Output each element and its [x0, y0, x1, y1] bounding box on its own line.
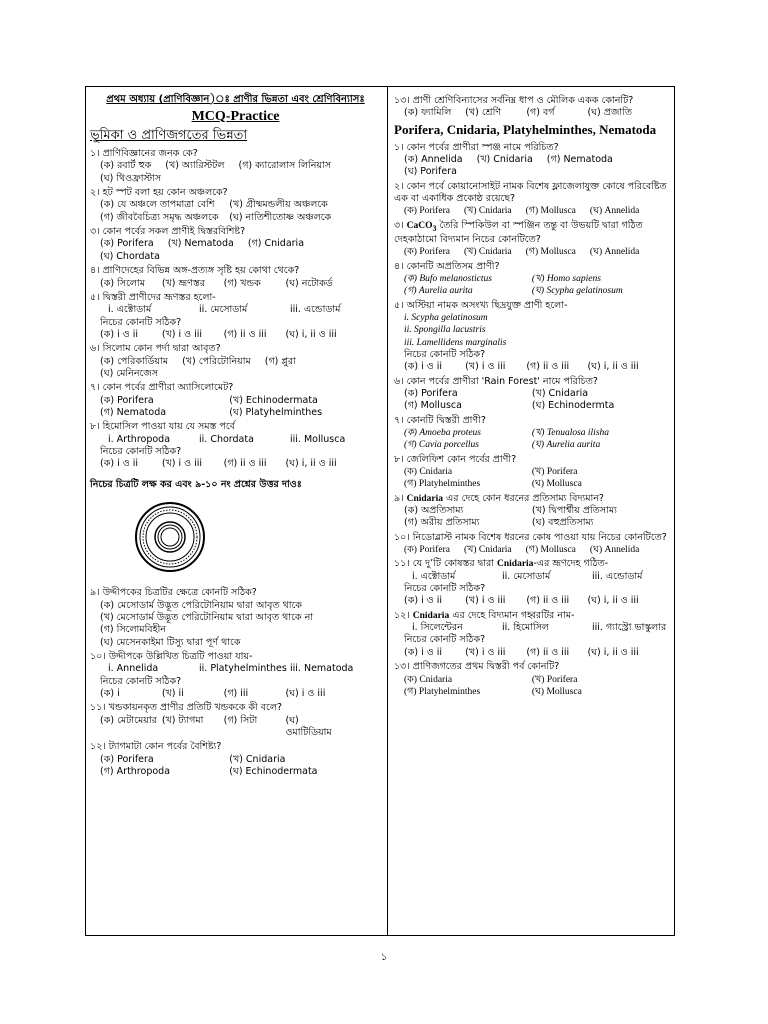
question-r3 [394, 220, 682, 247]
option: (ঘ) Echinodermta [531, 400, 615, 412]
option: (ঘ) Platyhelminthes [229, 406, 323, 418]
statement: ii. মেসোডার্ম [199, 304, 248, 316]
option: (ঘ) i, ii ও iii [587, 595, 639, 607]
options-r7 [394, 427, 682, 452]
option: (ক) Porifera [404, 545, 450, 556]
question-text: -এর ভ্রূণদেহ গঠিত- [533, 558, 609, 570]
statements-5 [90, 304, 381, 316]
option: (খ) গ্রীষ্মমন্ডলীয় অঞ্চলকে [229, 199, 328, 211]
question-12: ১২। ট্যাগমাটা কোন পর্বের বৈশিষ্ট্য? [90, 741, 222, 753]
option: (গ) বর্গ [526, 107, 555, 119]
options-11 [90, 715, 381, 740]
statement: ii. Chordata [199, 433, 254, 445]
options-r12 [394, 647, 682, 659]
option: (ক) ফ্যামিলি [404, 107, 452, 119]
option: (ঘ) থিওফ্রাস্টাস [100, 172, 162, 184]
option: (ঘ) Aurelia aurita [531, 440, 601, 451]
option: (খ) i ও iii [465, 595, 506, 607]
option: (ঘ) Echinodermata [229, 766, 318, 778]
question-13-classification: ১৩। প্রাণী শ্রেণিবিন্যাসের সর্বনিম্ন ধাপ ও মৌলিক একক কোনটি? [394, 95, 634, 106]
option: (ক) Porifera [404, 387, 458, 399]
option: (ক) পেরিকার্ডিয়াম [100, 355, 169, 367]
option: (ক) i [100, 688, 120, 700]
taxon-name: Cnidaria [412, 610, 450, 621]
formula-text: CaCO [406, 220, 433, 231]
correct-prompt: নিচের কোনটি সঠিক? [100, 675, 182, 687]
option: (ঘ) i, ii ও iii [587, 646, 639, 658]
option: (গ) Arthropoda [100, 766, 171, 778]
option: (ক) Porifera [404, 247, 450, 258]
taxon-name: Cnidaria [406, 493, 444, 504]
statement: iii. গ্যাস্ট্রো ভাস্কুলার [592, 622, 667, 634]
option: (ক) Amoeba proteus [404, 427, 482, 438]
question-r10: ১০। নিডোব্লাস্ট নামক বিশেষ ধরনের কোষ পাওয়া যায় নিচের কোনটিতে? [394, 531, 667, 543]
statement: i. এক্টোডার্ম [412, 570, 456, 582]
option: (খ) Cnidaria [463, 247, 512, 258]
correct-prompt: নিচের কোনটি সঠিক? [404, 348, 486, 360]
option: (ঘ) Porifera [404, 166, 457, 178]
option: (ক) মেসোডার্ম উদ্ভূত পেরিটোনিয়াম দ্বারা আবৃত থাকে [100, 599, 302, 611]
formula-subscript: 3 [432, 223, 437, 233]
option: (ঘ) ওমাটিডিয়াম [285, 714, 332, 739]
question-r9 [394, 493, 682, 505]
correct-prompt: নিচের কোনটি সঠিক? [404, 634, 486, 646]
statement: iii. এন্ডোডার্ম [290, 304, 341, 316]
question-text: এর দেহে কোন ধরনের প্রতিসাম্য বিদ্যমান? [443, 492, 604, 504]
option: (ক) Porifera [100, 238, 154, 250]
option: (গ) Platyhelminthes [404, 479, 481, 490]
option: (খ) i ও iii [465, 361, 506, 373]
option: (গ) Nematoda [100, 406, 167, 418]
option: (গ) সিলোমবিহীন [100, 624, 166, 636]
options-1 [90, 160, 381, 185]
option: (খ) ii [161, 688, 184, 700]
question-r11 [394, 558, 682, 570]
option: (খ) Cnidaria [229, 753, 286, 765]
statements-r12 [394, 622, 682, 634]
question-8: ৮। হিমোসিল পাওয়া যায় যে সমস্ত পর্বে [90, 421, 235, 433]
statement: ii. হিমোসিল [502, 622, 549, 634]
option: (খ) Homo sapiens [531, 273, 601, 284]
option: (গ) খন্ডক [223, 277, 261, 289]
question-r6: ৬। কোন পর্বের প্রাণীরা 'Rain Forest' নামে পরিচিত? [394, 375, 598, 387]
question-6: ৬। সিলোম কোন পর্দা দ্বারা আবৃত? [90, 343, 221, 355]
options-r3 [394, 246, 682, 258]
options-r13 [394, 674, 682, 699]
option: (ক) Annelida [404, 153, 463, 165]
option: (ক) মেটামেয়ার [100, 714, 157, 726]
question-r13: ১৩। প্রাণিজগতের প্রথম দ্বিস্তরী পর্ব কোনটি? [394, 661, 560, 673]
statements-r11 [394, 571, 682, 583]
option: (খ) Cnidaria [463, 545, 512, 556]
option: (গ) Mollusca [525, 545, 576, 556]
question-9: ৯। উদ্দীপকের চিত্রটির ক্ষেত্রে কোনটি সঠিক? [90, 587, 257, 599]
option: (ক) i ও ii [100, 458, 139, 470]
options-r9 [394, 505, 682, 530]
option: (খ) Cnidaria [463, 206, 512, 217]
option: (খ) মেসোডার্ম উদ্ভূত পেরিটোনিয়াম দ্বারা আবৃত থাকে না [100, 612, 313, 624]
option: (খ) Tenualosa ilisha [531, 427, 610, 438]
statement: i. Annelida [108, 663, 159, 675]
option: (গ) ii ও iii [526, 595, 570, 607]
option: (ক) Porifera [404, 206, 450, 217]
option: (ক) i ও ii [404, 646, 443, 658]
option: (ঘ) Chordata [100, 250, 160, 262]
option: (ঘ) Annelida [589, 247, 640, 258]
statements-8 [90, 434, 381, 446]
question-text: ১১। যে দু’টি কোষস্তর দ্বারা [394, 558, 497, 570]
question-4: ৪। প্রাণিদেহের বিভিন্ন অঙ্গ-প্রত্যঙ্গ সৃষ্টি হয় কোথা থেকে? [90, 265, 300, 277]
options-r4 [394, 273, 682, 298]
option: (খ) Porifera [531, 467, 578, 478]
question-1: ১। প্রাণিবিজ্ঞানের জনক কে? [90, 148, 198, 160]
options-2 [90, 199, 381, 224]
question-r5: ৫। অস্টিয়া নামক অসংখ্য ছিদ্রযুক্ত প্রাণী হলো- [394, 299, 568, 311]
options-r5 [394, 361, 682, 373]
statement: i. Arthropoda [108, 433, 171, 445]
options-r10 [394, 544, 682, 556]
chapter-header: প্রথম অধ্যায় (প্রাণিবিজ্ঞান)ঃ প্রাণীর ভিন্নতা এবং শ্রেণিবিন্যাসঃ [106, 94, 365, 105]
statement: ii. মেসোডার্ম [502, 570, 551, 582]
option: (ঘ) i, ii ও iii [587, 361, 639, 373]
option: (ক) Porifera [100, 394, 154, 406]
option: (খ) ট্যাগমা [161, 714, 204, 726]
statement: i. Scypha gelatinosum [404, 312, 488, 323]
statement: ii. Spongilla lacustris [404, 325, 486, 336]
statement: iii. Lamellidens marginalis [404, 337, 507, 348]
statement: i. সিলেন্টেরন [412, 622, 463, 634]
option: (খ) Cnidaria [531, 387, 589, 399]
question-r1: ১। কোন পর্বের প্রাণীরা স্পঞ্জ নামে পরিচিত? [394, 141, 559, 153]
option: (ক) সিলোম [100, 277, 145, 289]
option: (ঘ) Scypha gelatinosum [531, 286, 623, 297]
option: (গ) ii ও iii [526, 361, 570, 373]
correct-prompt: নিচের কোনটি সঠিক? [100, 445, 182, 457]
options-10 [90, 688, 381, 700]
section-title-phyla: Porifera, Cnidaria, Platyhelminthes, Nematoda [394, 121, 657, 137]
option: (খ) Echinodermata [229, 394, 318, 406]
option: (ক) Cnidaria [404, 467, 453, 478]
question-3: ৩। কোন পর্বের সকল প্রাণীই দ্বিস্তরবিশিষ্ট? [90, 226, 246, 238]
option: (খ) Cnidaria [476, 153, 533, 165]
option: (ক) Bufo melanostictus [404, 273, 492, 284]
option: (গ) ii ও iii [526, 646, 570, 658]
question-r8: ৮। জেলিফিশ কোন পর্বের প্রাণী? [394, 453, 517, 465]
question-11: ১১। খন্ডকায়নকৃত প্রাণীর প্রতিটি খন্ডককে কী বলে? [90, 702, 282, 714]
option: (খ) Nematoda [167, 238, 234, 250]
option: (গ) Mollusca [525, 206, 576, 217]
mcq-title: MCQ-Practice [191, 109, 280, 124]
option: (গ) iii [223, 688, 249, 700]
question-text: এর দেহে বিদ্যমান গহ্বরটির নাম- [449, 609, 575, 621]
option: (ক) যে অঞ্চলে তাপমাত্রা বেশি [100, 199, 215, 211]
question-sheet [85, 86, 675, 936]
options-r6 [394, 388, 682, 413]
correct-prompt: নিচের কোনটি সঠিক? [100, 316, 182, 328]
option: (ঘ) বহুপ্রতিসাম্য [531, 517, 594, 529]
option: (ঘ) নটোকর্ড [285, 277, 333, 289]
option: (ক) i ও ii [100, 328, 139, 340]
question-r4: ৪। কোনটি অপ্রতিসম প্রাণী? [394, 260, 500, 272]
correct-prompt: নিচের কোনটি সঠিক? [404, 583, 486, 595]
option: (গ) Mollusca [525, 247, 576, 258]
option: (ঘ) নাতিশীতোষ্ণ অঞ্চলকে [229, 211, 332, 223]
option: (ক) অপ্রতিসাম্য [404, 505, 464, 517]
option: (খ) দ্বিপার্শ্বীয় প্রতিসাম্য [531, 505, 617, 517]
figure-prompt: নিচের চিত্রটি লক্ষ কর এবং ৯-১০ নং প্রশ্নের উত্তর দাওঃ [90, 478, 302, 490]
option: (গ) অরীয় প্রতিসাম্য [404, 517, 480, 529]
statement: iii. Nematoda [290, 663, 354, 675]
question-r12 [394, 610, 682, 622]
option: (গ) Cnidaria [247, 238, 305, 250]
option: (ঘ) প্রজাতি [587, 107, 632, 119]
question-number: ৯। [394, 492, 407, 504]
option: (ঘ) Mollusca [531, 686, 582, 697]
options-r1 [394, 154, 682, 179]
question-number: ১২। [394, 609, 413, 621]
option: (খ) পেরিটোনিয়াম [182, 355, 251, 367]
options-8 [90, 458, 381, 470]
option: (গ) ii ও iii [223, 458, 267, 470]
option: (ক) Cnidaria [404, 674, 453, 685]
question-number: ৩। [394, 219, 407, 231]
statement: iii. এন্ডোডার্ম [592, 570, 643, 582]
formula-caco3 [407, 221, 437, 231]
option: (ঘ) মেনিনজেস [100, 367, 159, 379]
question-10: ১০। উদ্দীপকে উল্লিখিত চিত্রটি পাওয়া যায়- [90, 651, 253, 663]
options-13-classification [394, 107, 682, 119]
option: (গ) Platyhelminthes [404, 686, 481, 697]
option: (খ) Porifera [531, 674, 578, 685]
option: (ঘ) i, ii ও iii [285, 328, 337, 340]
option: (খ) i ও iii [465, 646, 506, 658]
option: (খ) অ্যারিস্টটল [165, 160, 225, 172]
section-title: ভূমিকা ও প্রাণিজগতের ভিন্নতা [90, 128, 248, 144]
option: (ঘ) Annelida [589, 545, 640, 556]
statement: ii. Platyhelminthes [199, 663, 287, 675]
option: (খ) i ও iii [161, 458, 203, 470]
option: (ঘ) মেসেনকাইমা টিস্যু দ্বারা পূর্ণ থাকে [100, 636, 241, 648]
option: (ঘ) i ও iii [285, 688, 326, 700]
option: (ঘ) i, ii ও iii [285, 458, 337, 470]
question-text: তৈরি স্পিকিউল বা স্পঞ্জিন তন্তু বা উভয়টি দ্বারা গঠিত দেহকাঠামো বিদ্যমান নিচের কোনটিতে? [394, 219, 643, 245]
options-3 [90, 238, 381, 263]
question-r2: ২। কোন পর্বে কোয়ানোসাইট নামক বিশেষ ফ্লাজেলাযুক্ত কোষে পরিবেষ্টিত এক বা একাধিক প্রকোষ্ঠ রয়েছে? [394, 180, 667, 204]
option: (ক) Porifera [100, 753, 154, 765]
option: (গ) Nematoda [546, 153, 613, 165]
right-column [388, 87, 686, 698]
option: (ক) রবার্ট হুক [100, 160, 152, 172]
body-cross-section-figure [130, 497, 210, 577]
option: (গ) প্লুরা [264, 355, 296, 367]
option: (ক) i ও ii [404, 361, 443, 373]
question-5: ৫। দ্বিস্তরী প্রাণীদের ভ্রূণস্তর হলো- [90, 291, 216, 303]
options-r8 [394, 466, 682, 491]
options-6 [90, 356, 381, 381]
option: (গ) ii ও iii [223, 328, 267, 340]
options-12 [90, 754, 381, 779]
option: (ঘ) Mollusca [531, 479, 582, 490]
options-5 [90, 329, 381, 341]
options-r11 [394, 595, 682, 607]
question-r7: ৭। কোনটি দ্বিস্তরী প্রাণী? [394, 414, 486, 426]
option: (ক) i ও ii [404, 595, 443, 607]
question-7: ৭। কোন পর্বের প্রাণীরা অ্যাসিলোমেট? [90, 382, 234, 394]
option: (ঘ) Annelida [589, 206, 640, 217]
option: (গ) Cavia porcellus [404, 440, 479, 451]
option: (গ) জীববৈচিত্র্য সমৃদ্ধ অঞ্চলকে [100, 211, 219, 223]
statement: iii. Mollusca [290, 433, 346, 445]
option: (গ) Aurelia aurita [404, 286, 473, 297]
taxon-name: Cnidaria [497, 559, 534, 570]
question-2: ২। হট স্পট বলা হয় কোন অঞ্চলকে? [90, 187, 228, 199]
page-number: ১ [380, 952, 388, 963]
option: (খ) শ্রেণি [465, 107, 502, 119]
options-r2 [394, 205, 682, 217]
options-4 [90, 278, 381, 290]
option: (খ) i ও iii [161, 328, 203, 340]
left-column [86, 87, 388, 935]
option: (খ) ভ্রূণস্তর [161, 277, 205, 289]
statements-10 [90, 663, 381, 675]
option: (গ) ক্যারোলাস লিনিয়াস [238, 160, 332, 172]
statement: i. এক্টোডার্ম [108, 304, 152, 316]
options-7 [90, 395, 381, 420]
option: (গ) সিটা [223, 714, 258, 726]
option: (গ) Mollusca [404, 400, 462, 412]
